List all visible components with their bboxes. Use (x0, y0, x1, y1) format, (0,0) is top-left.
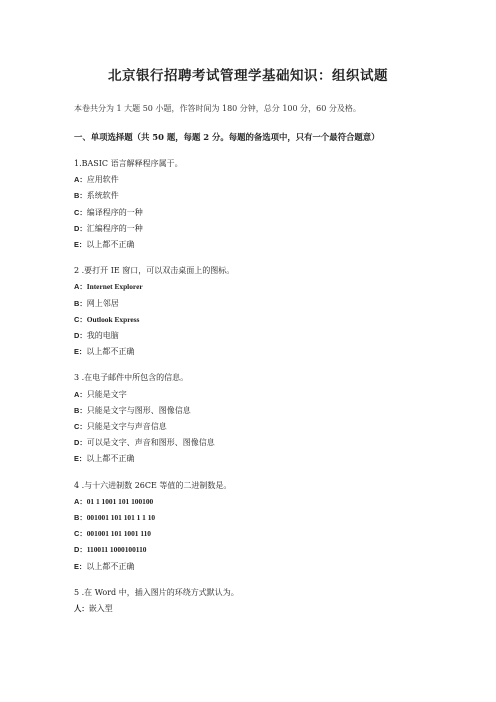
question-stem: 5 .在 Word 中，插入图片的环绕方式默认为。 (74, 587, 239, 597)
option-c (74, 205, 454, 221)
option-label: D： (74, 223, 87, 233)
option-c (74, 419, 454, 435)
option-label: B： (74, 513, 87, 523)
option-label: D： (74, 331, 87, 341)
option-text: 只能是文字与声音信息 (86, 422, 167, 432)
option-e (74, 451, 454, 467)
option-text: 系统软件 (86, 191, 119, 201)
question-2 (74, 263, 454, 360)
question-1 (74, 156, 454, 253)
option-label: E： (74, 347, 87, 357)
option-label: B： (74, 405, 87, 415)
option-e (74, 559, 454, 575)
option-text: 只能是文字与图形、图像信息 (86, 405, 191, 415)
option-label: D： (74, 438, 87, 448)
option-label: A： (74, 389, 87, 399)
section-heading: 一、单项选择题（共 50 题，每题 2 分。每题的备选项中，只有一个最符合题意） (74, 132, 380, 142)
question-list (74, 156, 454, 617)
option-label: E： (74, 454, 87, 464)
option-d (74, 221, 454, 237)
option-text: Outlook Express (86, 314, 140, 324)
question-stem: 4 .与十六进制数 26CE 等值的二进制数是。 (74, 480, 232, 490)
option-text: 110011 1000100110 (86, 545, 147, 555)
option-label: E： (74, 561, 87, 571)
option-text: 以上都不正确 (86, 240, 135, 250)
option-label: B： (74, 191, 87, 201)
option-text: 可以是文字、声音和图形、图像信息 (86, 438, 215, 448)
option-label: A： (74, 175, 87, 185)
question-3 (74, 370, 454, 467)
option-text: 01 1 1001 101 100100 (86, 496, 154, 506)
option-d (74, 328, 454, 344)
option-text: 以上都不正确 (86, 347, 135, 357)
option-text: 以上都不正确 (86, 561, 135, 571)
question-5 (74, 585, 454, 617)
option-text: 我的电脑 (86, 331, 119, 341)
option-label: C： (74, 207, 87, 217)
option-text: 网上邻居 (86, 298, 119, 308)
option-text: 001001 101 101 1 1 10 (86, 513, 156, 523)
option-text: Internet Explorer (86, 282, 143, 292)
option-label: C： (74, 422, 87, 432)
option-label: D： (74, 545, 87, 555)
option-d (74, 435, 454, 451)
option-label: C： (74, 314, 87, 324)
option-text: 001001 101 1001 110 (86, 529, 151, 539)
option-label: C： (74, 529, 87, 539)
option-label: 人： (74, 604, 89, 614)
option-text: 只能是文字 (86, 389, 127, 399)
option-a (74, 494, 454, 510)
exam-intro: 本卷共分为 1 大题 50 小题，作答时间为 180 分钟，总分 100 分，60 分及格。 (74, 104, 361, 113)
option-c (74, 526, 454, 542)
question-stem: 1.BASIC 语言解释程序属于。 (74, 159, 183, 168)
option-a (74, 601, 454, 617)
option-b (74, 510, 454, 526)
option-d (74, 542, 454, 558)
option-label: A： (74, 282, 87, 292)
option-a (74, 279, 454, 295)
option-a (74, 172, 454, 188)
page-title: 北京银行招聘考试管理学基础知识：组织试题 (108, 68, 388, 84)
option-text: 应用软件 (86, 175, 119, 185)
option-text: 以上都不正确 (86, 454, 135, 464)
option-b (74, 296, 454, 312)
option-text: 编译程序的一种 (86, 207, 143, 217)
option-a (74, 387, 454, 403)
option-c (74, 312, 454, 328)
option-label: E： (74, 240, 87, 250)
question-stem: 2 .要打开 IE 窗口，可以双击桌面上的图标。 (74, 266, 235, 276)
option-label: B： (74, 298, 87, 308)
question-stem: 3 .在电子邮件中所包含的信息。 (74, 373, 189, 383)
option-b (74, 188, 454, 204)
question-4 (74, 478, 454, 575)
option-e (74, 344, 454, 360)
option-e (74, 237, 454, 253)
option-b (74, 403, 454, 419)
option-text: 嵌入型 (88, 604, 113, 614)
option-label: A： (74, 496, 87, 506)
option-text: 汇编程序的一种 (86, 223, 143, 233)
